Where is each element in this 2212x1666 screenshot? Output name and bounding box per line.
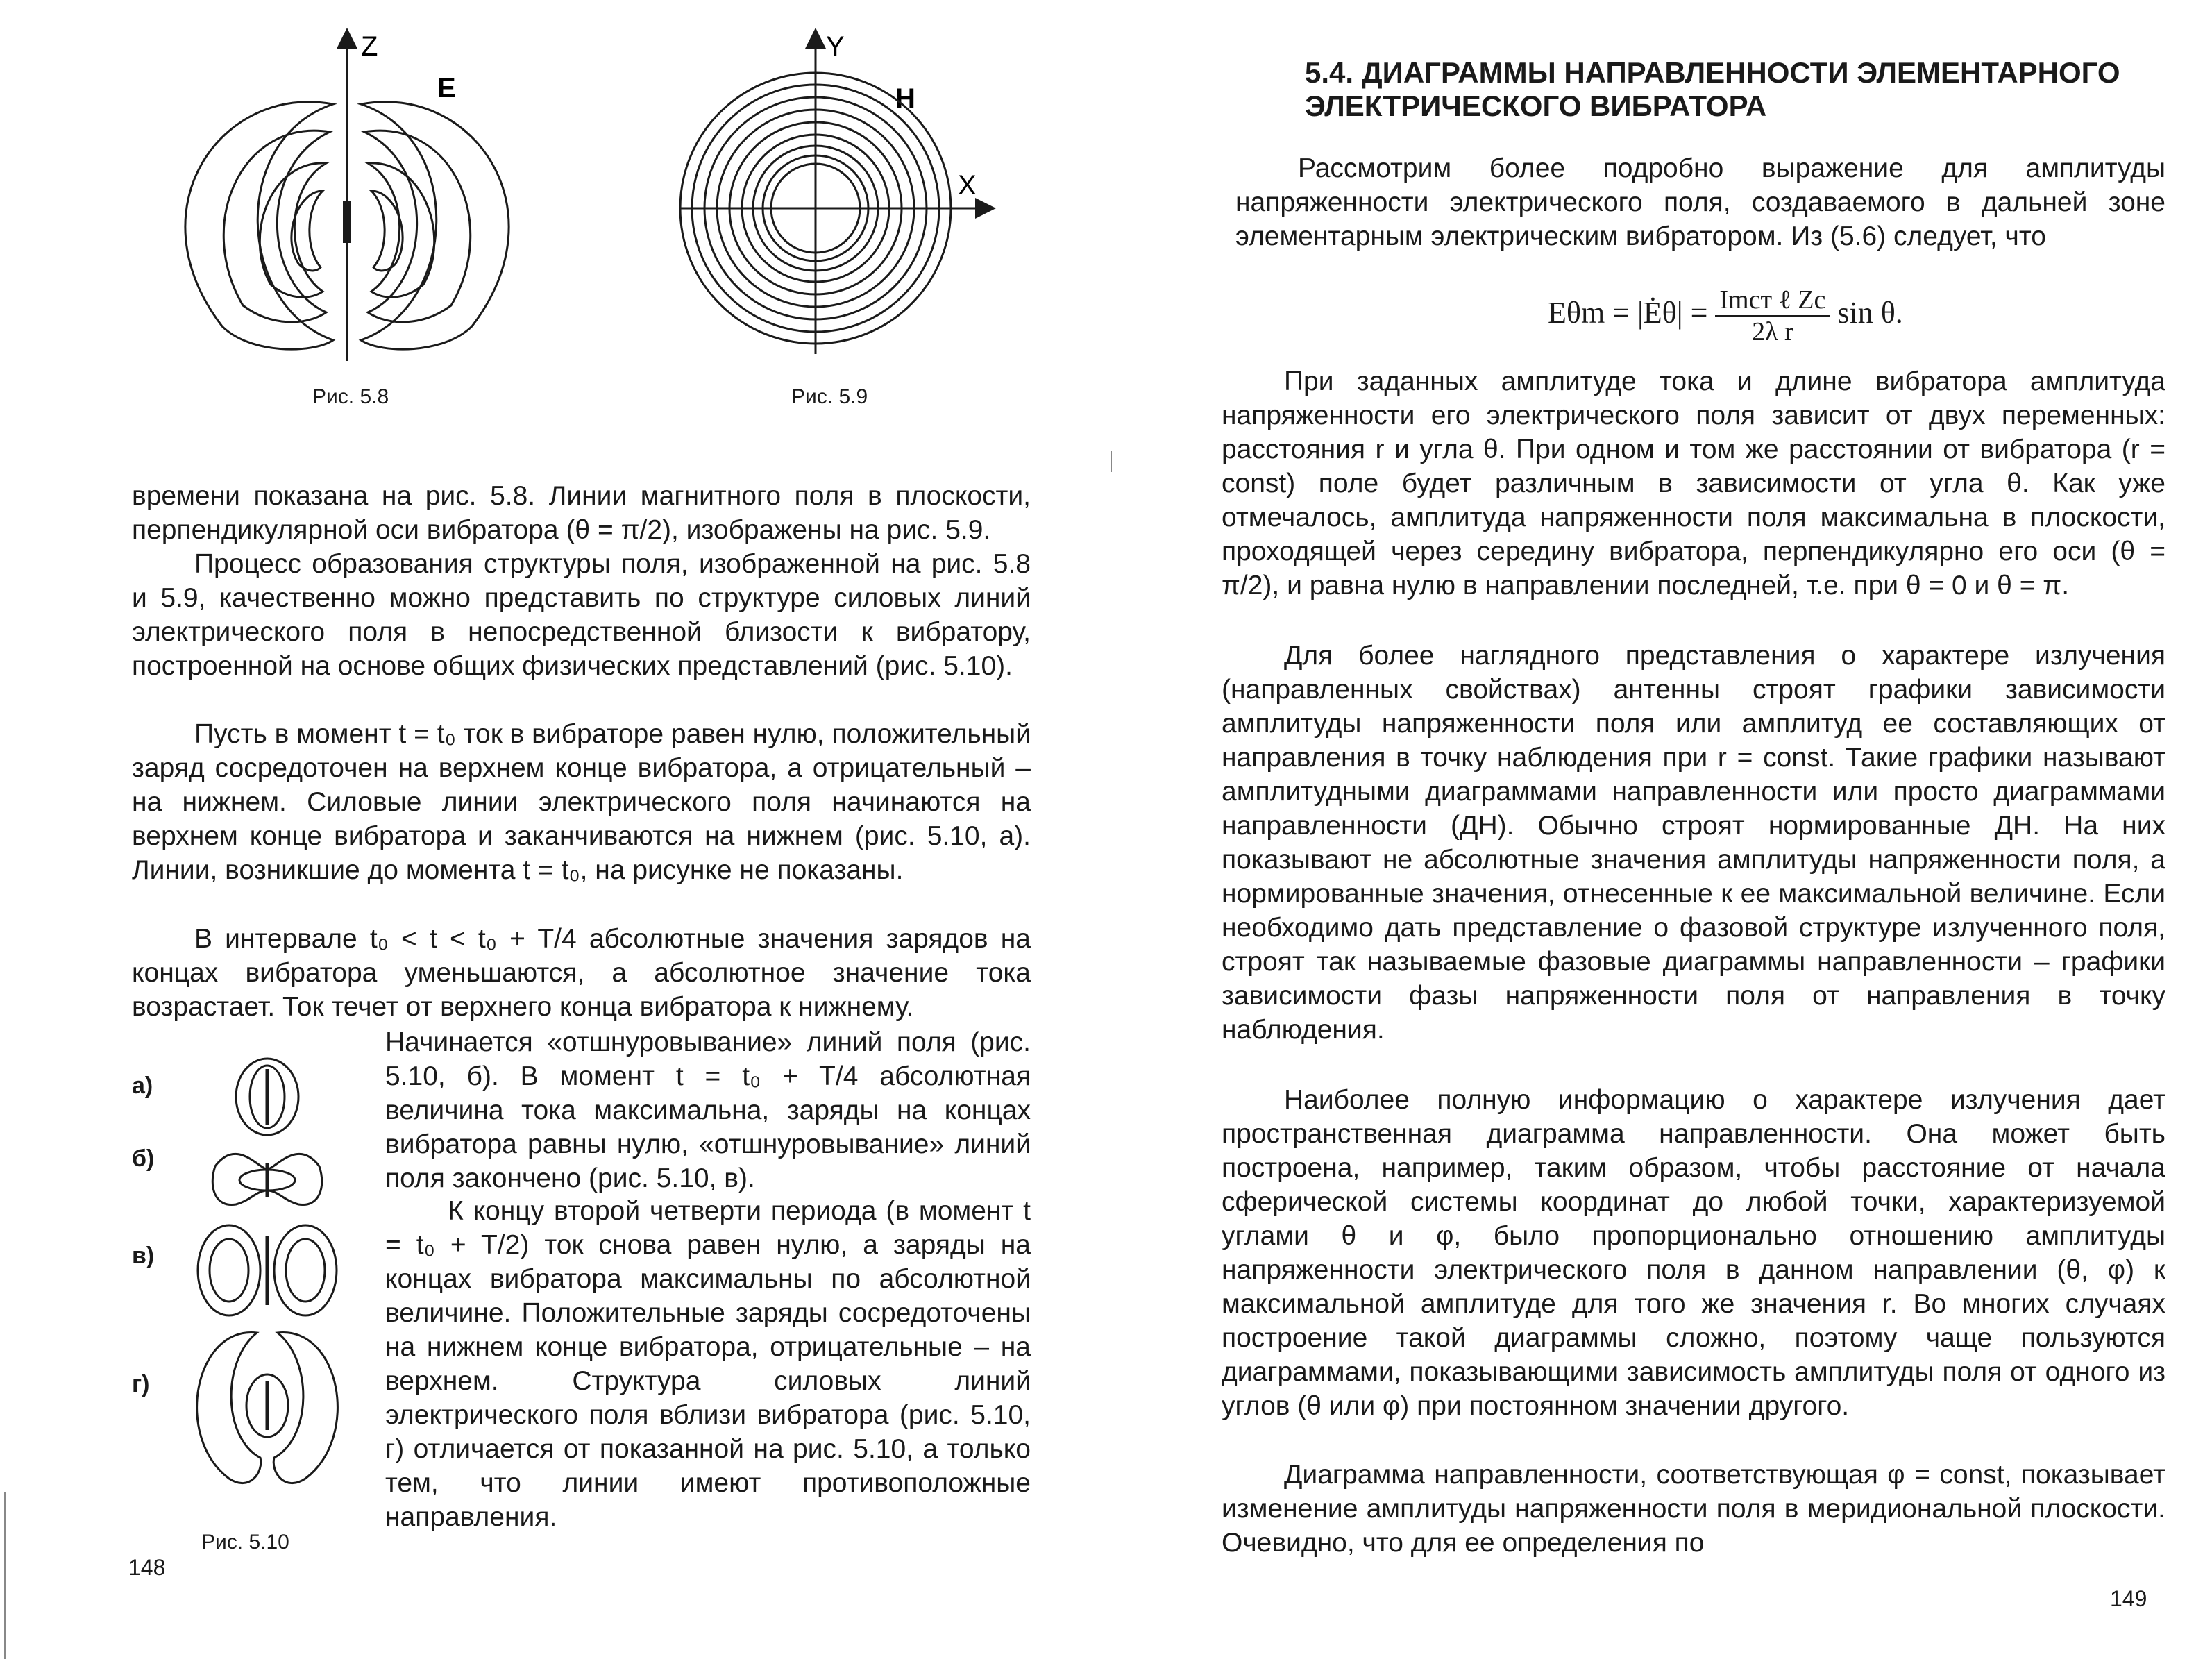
fig510-label-b: б): [132, 1145, 155, 1172]
fig510-label-g: г): [132, 1371, 150, 1397]
section-heading-line-2: ЭЛЕКТРИЧЕСКОГО ВИБРАТОРА: [1305, 90, 1767, 122]
amplitude-formula: [1548, 285, 1903, 347]
left-paragraph-5: Начинается «отшнуровывание» линий поля (рис. 5.10, б). В момент t = t₀ + T/4 абсолютная величина тока максимальна, заряды на концах вибратора равны нулю, «отшнуровывание» линий поля закончено (рис. 5.10, в).: [385, 1027, 1031, 1193]
left-paragraph-1: времени показана на рис. 5.8. Линии магнитного поля в плоскости, перпендикулярной оси вибратора (θ = π/2), изображены на рис. 5.9.: [132, 481, 1031, 545]
section-heading-line-1: 5.4. ДИАГРАММЫ НАПРАВЛЕННОСТИ ЭЛЕМЕНТАРНОГО: [1305, 56, 2120, 89]
right-paragraph-3: Для более наглядного представления о характере излучения (направленных свойствах) антенны строят графики зависимости амплитуды напряженности поля или амплитуд ее составляющих от направления в точку наблюдения при r = const. Такие графики называют амплитудными диаграммами направленности или просто диаграммами направленности (ДН). Обычно строят нормированные ДН. На них показывают не абсолютные значения амплитуды напряженности поля, а нормированные значения, отнесенные к ее максимальной величине. Если необходимо дать представление о фазовой структуре излученного поля, строят так называемые фазовые диаграммы направленности – графики зависимости фазы напряженности поля от направления в точку наблюдения.: [1222, 641, 2165, 1045]
fig510-caption: Рис. 5.10: [201, 1531, 289, 1554]
right-paragraph-1: Рассмотрим более подробно выражение для амплитуды напряженности электрического поля, создаваемого в дальней зоне элементарным электрическим вибратором. Из (5.6) следует, что: [1235, 153, 2165, 251]
fig510-label-v: в): [132, 1243, 155, 1269]
left-paragraph-6: К концу второй четверти периода (в момент t = t₀ + T/2) ток снова равен нулю, а заряды на концах вибратора максимальны по абсолютной величине. Положительные заряды сосредоточены на нижнем конце вибратора, отрицательные – на верхнем. Структура силовых линий электрического поля вблизи вибратора (рис. 5.10, г) отличается от показанной на рис. 5.10, а только тем, что линии имеют противоположные направления.: [385, 1196, 1031, 1532]
formula-fraction: [1715, 285, 1830, 347]
fig59-caption: Рис. 5.9: [791, 385, 868, 408]
gutter-mark: [1111, 451, 1112, 472]
right-paragraph-5: Диаграмма направленности, соответствующая φ = const, показывает изменение амплитуды напряженности поля в меридиональной плоскости. Очевидно, что для ее определения по: [1222, 1460, 2165, 1558]
right-paragraph-2: При заданных амплитуде тока и длине вибратора амплитуда напряженности его электрического поля зависит от двух переменных: расстояния r и угла θ. При одном и том же расстоянии от вибратора (r = const) поле будет различным в зависимости от угла θ. Как уже отмечалось, амплитуда напряженности поля максимальна в плоскости, проходящей через середину вибратора, перпендикулярно его оси (θ = π/2), и равна нулю в направлении последней, т.е. при θ = 0 и θ = π.: [1222, 367, 2165, 600]
left-paragraph-2: Процесс образования структуры поля, изображенной на рис. 5.8 и 5.9, качественно можно представить по структуре силовых линий электрического поля в непосредственной близости к вибратору, построенной на основе общих физических представлений (рис. 5.10).: [132, 549, 1031, 681]
left-paragraph-4: В интервале t₀ < t < t₀ + T/4 абсолютные значения зарядов на концах вибратора уменьшаются, а абсолютное значение тока возрастает. Ток течет от верхнего конца вибратора к нижнему.: [132, 924, 1031, 1022]
fig58-axis-label: Z: [361, 31, 378, 62]
right-page: [1104, 0, 2212, 1666]
formula-rhs: sin θ.: [1837, 296, 1903, 330]
scan-edge: [4, 1492, 6, 1659]
left-page: [0, 0, 1104, 1666]
fig59-axis-x: X: [958, 170, 977, 201]
fig58-field-label: E: [437, 73, 456, 103]
formula-denominator: 2λ r: [1752, 317, 1793, 346]
page-number-left: 148: [128, 1555, 166, 1580]
figure-5-10-near-field-stages: [187, 1048, 382, 1527]
page-number-right: 149: [2110, 1586, 2147, 1611]
fig58-caption: Рис. 5.8: [312, 385, 389, 408]
fig59-axis-y: Y: [826, 31, 845, 62]
figure-5-9-magnetic-field-lines: [666, 28, 999, 368]
formula-numerator: Imст ℓ Zc: [1715, 285, 1830, 317]
formula-lhs: Eθm = |Ėθ| =: [1548, 296, 1708, 330]
fig59-field-label: H: [895, 83, 915, 114]
right-paragraph-4: Наиболее полную информацию о характере излучения дает пространственная диаграмма направленности. Она может быть построена, например, таким образом, чтобы расстояние от начала сферической системы координат до любой точки, характеризуемой углами θ и φ, было пропорционально отношению амплитуды напряженности электрического поля в данном направлении (θ, φ) к максимальной амплитуде для того же значения r. Во многих случаях построение такой диаграммы сложно, поэтому чаще пользуются диаграммами, показывающими зависимость амплитуды поля от одного из углов (θ или φ) при постоянном значении другого.: [1222, 1085, 2165, 1421]
figure-5-8-electric-field-lines: [174, 28, 534, 368]
left-paragraph-3: Пусть в момент t = t₀ ток в вибраторе равен нулю, положительный заряд сосредоточен на верхнем конце вибратора, а отрицательный – на нижнем. Силовые линии электрического поля начинаются на верхнем конце вибратора и заканчиваются на нижнем (рис. 5.10, а). Линии, возникшие до момента t = t₀, на рисунке не показаны.: [132, 719, 1031, 885]
fig510-label-a: а): [132, 1072, 153, 1099]
